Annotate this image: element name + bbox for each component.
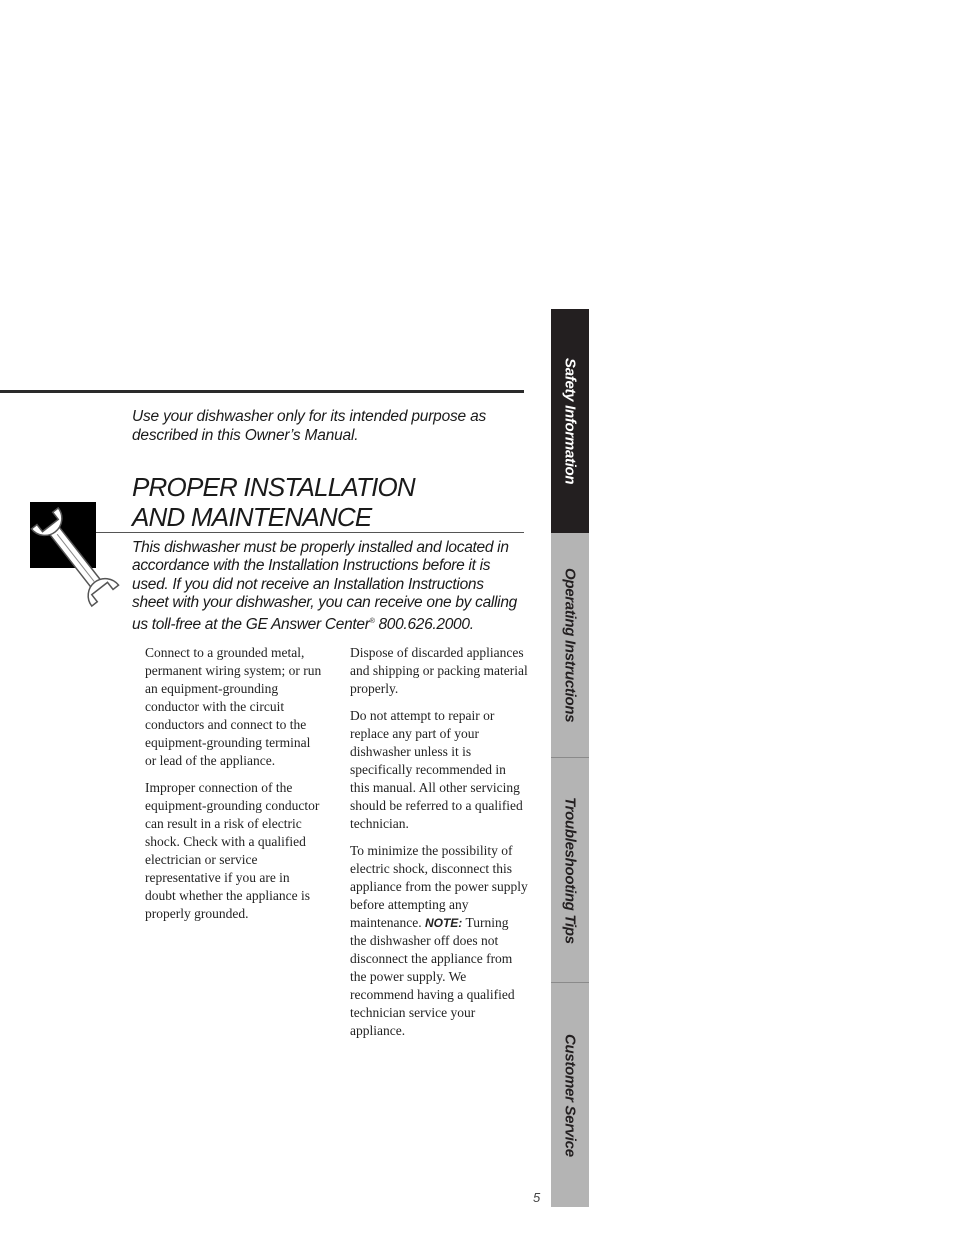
tab-label: Safety Information (561, 357, 579, 485)
page-number: 5 (533, 1190, 541, 1205)
top-rule (0, 390, 524, 393)
right-paragraph-3-text: To minimize the possibility of electric shock, disconnect this appliance from the power supply before attempting any maintenance. (350, 843, 528, 930)
tab-safety-information[interactable] (551, 309, 589, 533)
right-paragraph-2: Do not attempt to repair or replace any part of your dishwasher unless it is specifically recommended in this manual. All other servicing should be referred to a qualified technician. (350, 708, 523, 831)
section-title-line2: AND MAINTENANCE (132, 502, 372, 532)
lead-paragraph (132, 539, 524, 634)
section-tabs (551, 309, 589, 1207)
title-rule (96, 532, 524, 533)
tab-label: Troubleshooting Tips (561, 796, 579, 944)
tab-troubleshooting-tips[interactable] (551, 758, 589, 982)
tab-label: Customer Service (561, 1033, 579, 1157)
intro-text: Use your dishwasher only for its intended purpose as described in this Owner’s Manual. (132, 408, 487, 444)
right-paragraph-1: Dispose of discarded appliances and shipping or packing material properly. (350, 645, 528, 696)
note-label: NOTE: (424, 916, 463, 930)
left-paragraph-2: Improper connection of the equipment-grounding conductor can result in a risk of electric shock. Check with a qualified electrician or service representative if you are in doubt whether the appliance is properly grounded. (145, 780, 320, 921)
lead-phone: 800.626.2000. (374, 615, 474, 633)
lead-main: This dishwasher must be properly installed and located in accordance with the Installation Instructions before it is used. If you did not receive an Installation Instructions sheet with your dishwasher, you can receive one by calling us toll-free at the GE Answer Center (132, 539, 517, 633)
registered-mark: ® (369, 617, 375, 625)
section-title (132, 472, 524, 532)
left-column (145, 644, 323, 932)
note-text: Turning the dishwasher off does not disconnect the appliance from the power supply. We recommend having a qualified technician service your appliance. (350, 915, 515, 1038)
right-paragraph-3 (350, 842, 528, 1040)
right-column (350, 644, 528, 1049)
left-paragraph-1: Connect to a grounded metal, permanent wiring system; or run an equipment-grounding conductor with the circuit conductors and connect to the equipment-grounding terminal or lead of the appliance. (145, 645, 322, 768)
tab-operating-instructions[interactable] (551, 533, 589, 757)
tab-label: Operating Instructions (561, 567, 579, 723)
wrench-icon (20, 500, 130, 615)
section-title-line1: PROPER INSTALLATION (132, 472, 415, 502)
tab-customer-service[interactable] (551, 983, 589, 1207)
